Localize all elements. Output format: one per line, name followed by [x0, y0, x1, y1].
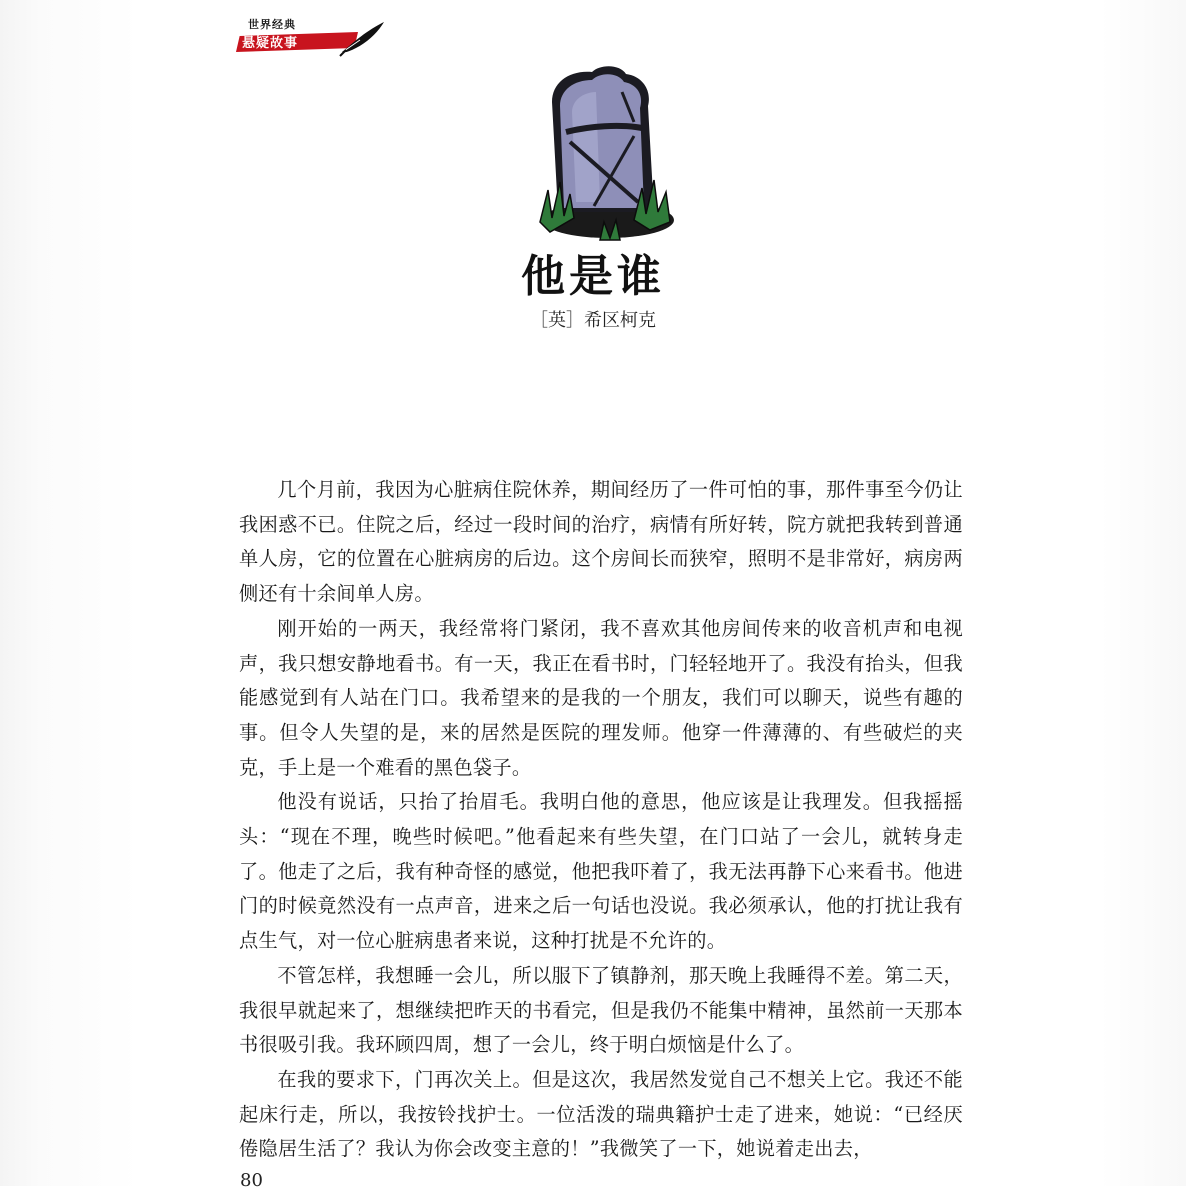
story-author: ［英］希区柯克: [530, 310, 656, 331]
paragraph: 几个月前，我因为心脏病住院休养，期间经历了一件可怕的事，那件事至今仍让我困惑不已。住院之后，经过一段时间的治疗，病情有所好转，院方就把我转到普通单人房，它的位置在心脏病房的后边。这个房间长而狭窄，照明不是非常好，病房两侧还有十余间单人房。: [239, 478, 963, 606]
series-logo: [228, 16, 388, 58]
paragraph: 他没有说话，只抬了抬眉毛。我明白他的意思，他应该是让我理发。但我摇摇头：“现在不理，晚些时候吧。”他看起来有些失望，在门口站了一会儿，就转身走了。他走了之后，我有种奇怪的感觉，他把我吓着了，我无法再静下心来看书。他进门的时候竟然没有一点声音，进来之后一句话也没说。我必须承认，他的打扰让我有点生气，对一位心脏病患者来说，这种打扰是不允许的。: [239, 790, 963, 953]
paragraph: 刚开始的一两天，我经常将门紧闭，我不喜欢其他房间传来的收音机声和电视声，我只想安静地看书。有一天，我正在看书时，门轻轻地开了。我没有抬头，但我能感觉到有人站在门口。我希望来的是我的一个朋友，我们可以聊天，说些有趣的事。但令人失望的是，来的居然是医院的理发师。他穿一件薄薄的、有些破烂的夹克，手上是一个难看的黑色袋子。: [239, 616, 963, 779]
page-number: 80: [240, 1170, 263, 1191]
paragraph: 不管怎样，我想睡一会儿，所以服下了镇静剂，那天晚上我睡得不差。第二天，我很早就起来了，想继续把昨天的书看完，但是我仍不能集中精神，虽然前一天那本书很吸引我。我环顾四周，想了一会儿，终于明白烦恼是什么了。: [239, 963, 963, 1057]
story-title: 他是谁: [521, 251, 665, 302]
story-body: [239, 473, 963, 1167]
series-name-main: 悬疑故事: [242, 36, 299, 51]
series-name-top: 世界经典: [248, 18, 296, 31]
tombstone-illustration: [530, 62, 680, 244]
quill-pen-icon: [338, 18, 388, 58]
paragraph: 在我的要求下，门再次关上。但是这次，我居然发觉自己不想关上它。我还不能起床行走，所以，我按铃找护士。一位活泼的瑞典籍护士走了进来，她说：“已经厌倦隐居生活了？我认为你会改变主意的！”我微笑了一下，她说着走出去，: [239, 1067, 963, 1161]
